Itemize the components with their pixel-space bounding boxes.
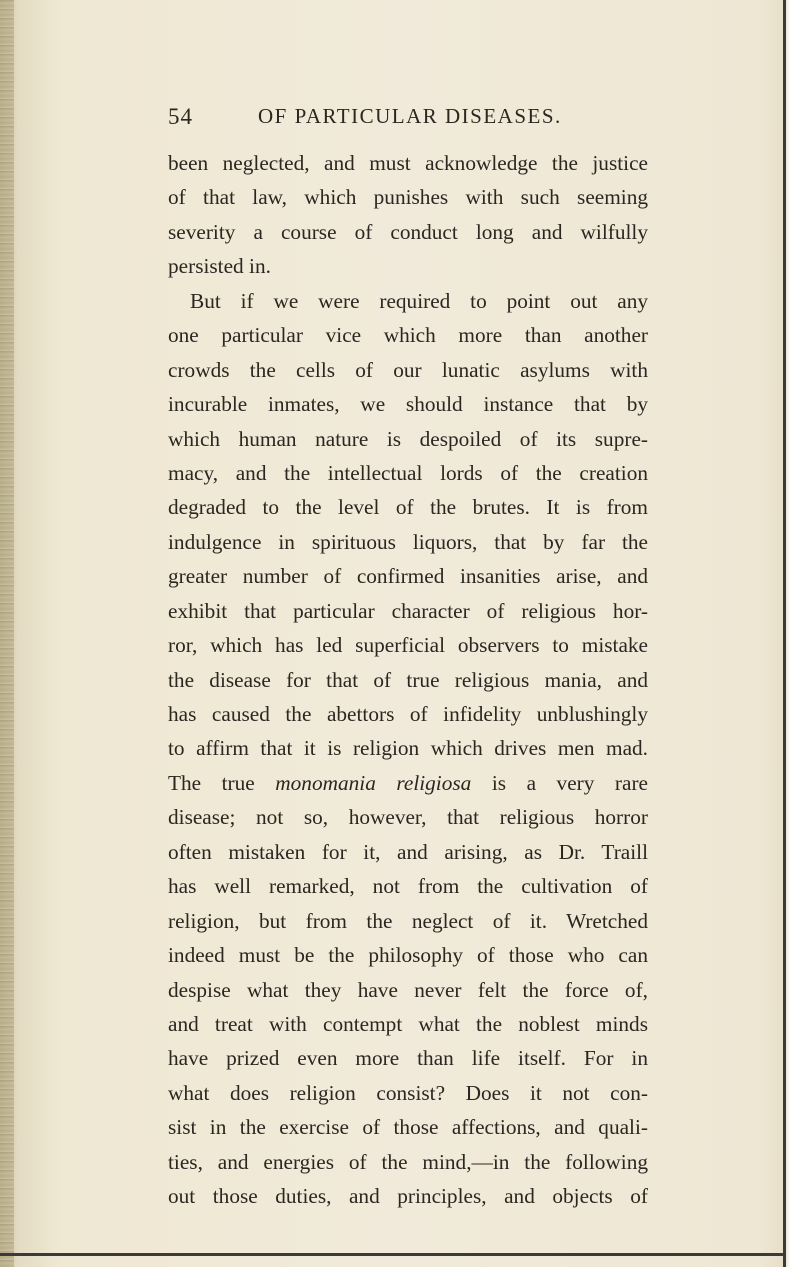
text-line: often mistaken for it, and arising, as Dr. Traill (168, 839, 648, 864)
text-line: the disease for that of true religious mania, and (168, 667, 648, 692)
text-line: ror, which has led superficial observers to mistake (168, 633, 648, 658)
text-line: religion, but from the neglect of it. Wretched (168, 908, 648, 933)
page-number: 54 (168, 104, 193, 129)
page-edge-right (783, 0, 786, 1267)
text-line: of that law, which punishes with such seeming (168, 185, 648, 210)
text-line: ties, and energies of the mind,—in the following (168, 1149, 648, 1174)
text-line: severity a course of conduct long and wilfully (168, 219, 648, 244)
text-line: degraded to the level of the brutes. It is from (168, 495, 648, 520)
running-title: OF PARTICULAR DISEASES. (258, 104, 562, 128)
running-header (0, 104, 786, 144)
text-run: is a very rare (471, 770, 649, 795)
text-line: indeed must be the philosophy of those who can (168, 943, 648, 968)
text-line: what does religion consist? Does it not con- (168, 1080, 648, 1105)
text-line: which human nature is despoiled of its supre- (168, 426, 648, 451)
text-line: out those duties, and principles, and objects of (168, 1184, 648, 1209)
italic-term: monomania religiosa (275, 770, 472, 795)
text-line: has caused the abettors of infidelity unblushingly (168, 702, 648, 726)
body-text (168, 146, 648, 1214)
text-line: one particular vice which more than another (168, 323, 648, 348)
text-line: have prized even more than life itself. For in (168, 1046, 648, 1071)
text-line: and treat with contempt what the noblest minds (168, 1011, 648, 1036)
text-line: macy, and the intellectual lords of the creation (168, 460, 648, 485)
text-line: crowds the cells of our lunatic asylums with (168, 357, 648, 382)
text-line: been neglected, and must acknowledge the justice (168, 151, 648, 175)
text-line-with-italic (168, 766, 648, 800)
text-line: incurable inmates, we should instance that by (168, 392, 648, 417)
text-line: exhibit that particular character of religious hor- (168, 598, 648, 623)
page-edge-bottom (0, 1253, 786, 1256)
text-line: has well remarked, not from the cultivation of (168, 874, 648, 899)
text-line: But if we were required to point out any (190, 288, 648, 313)
text-line: sist in the exercise of those affections, and quali- (168, 1115, 648, 1140)
text-line: indulgence in spirituous liquors, that by far the (168, 529, 648, 554)
text-line: persisted in. (168, 254, 271, 279)
text-line: disease; not so, however, that religious horror (168, 805, 648, 830)
binding-gutter (0, 0, 14, 1267)
text-line: to affirm that it is religion which drives men mad. (168, 736, 648, 761)
text-run: The true (168, 770, 276, 795)
text-line: greater number of confirmed insanities arise, and (168, 564, 648, 589)
text-line: despise what they have never felt the force of, (168, 977, 648, 1002)
